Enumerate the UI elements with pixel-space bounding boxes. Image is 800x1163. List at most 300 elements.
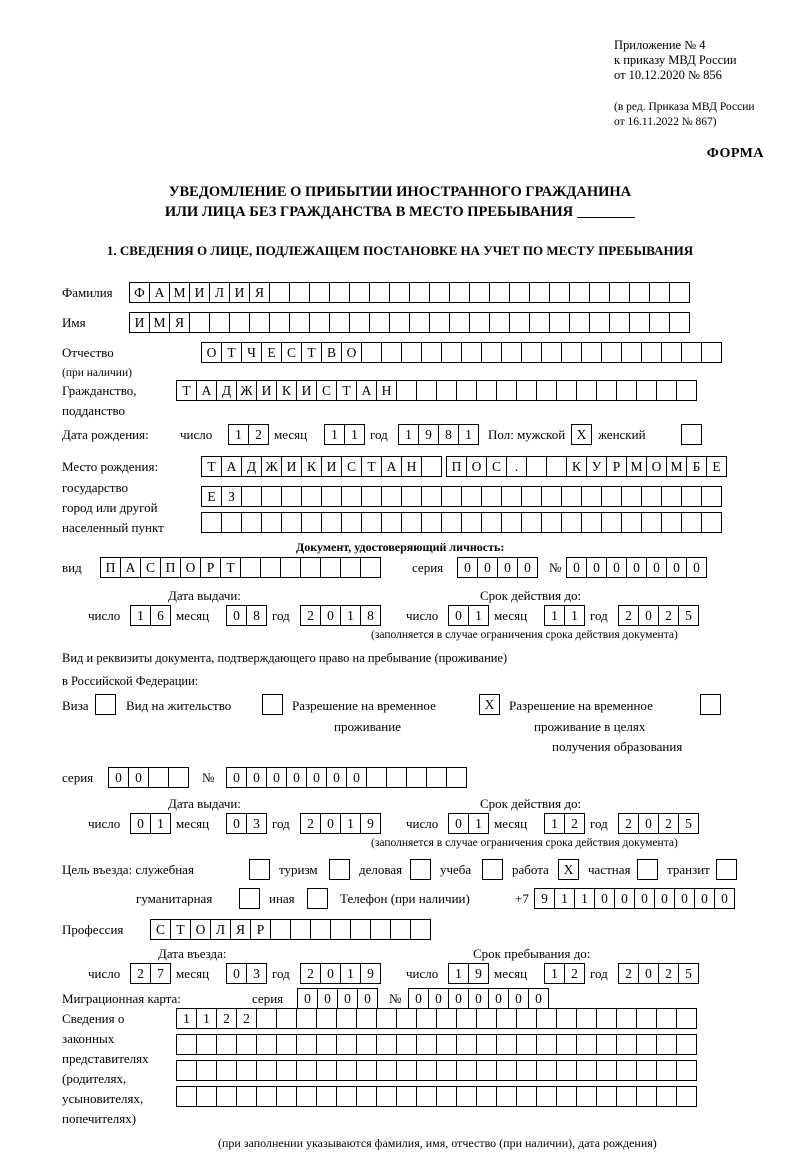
char-cell[interactable]: 0 xyxy=(326,767,347,788)
char-cell[interactable] xyxy=(441,486,462,507)
char-cell[interactable]: 1 xyxy=(544,605,565,626)
char-cell[interactable] xyxy=(449,282,470,303)
field-permit-series[interactable] xyxy=(108,767,188,788)
char-cell[interactable] xyxy=(416,1060,437,1081)
char-cell[interactable] xyxy=(241,486,262,507)
char-cell[interactable] xyxy=(429,312,450,333)
char-cell[interactable]: 0 xyxy=(320,963,341,984)
char-cell[interactable] xyxy=(496,380,517,401)
char-cell[interactable]: З xyxy=(221,486,242,507)
char-cell[interactable]: Е xyxy=(261,342,282,363)
char-cell[interactable] xyxy=(369,312,390,333)
char-cell[interactable] xyxy=(556,380,577,401)
field-migration-series[interactable] xyxy=(297,988,377,1009)
char-cell[interactable] xyxy=(261,512,282,533)
char-cell[interactable] xyxy=(381,342,402,363)
field-doc-type[interactable] xyxy=(100,557,380,578)
char-cell[interactable] xyxy=(376,1060,397,1081)
char-cell[interactable]: М xyxy=(666,456,687,477)
char-cell[interactable] xyxy=(681,486,702,507)
char-cell[interactable]: П xyxy=(100,557,121,578)
char-cell[interactable] xyxy=(176,1034,197,1055)
char-cell[interactable] xyxy=(176,1060,197,1081)
checkbox-purpose-work[interactable] xyxy=(558,859,578,880)
char-cell[interactable] xyxy=(196,1086,217,1107)
char-cell[interactable] xyxy=(516,380,537,401)
char-cell[interactable] xyxy=(469,282,490,303)
char-cell[interactable] xyxy=(270,919,291,940)
char-cell[interactable] xyxy=(576,1086,597,1107)
field-permit-issue-day[interactable] xyxy=(130,813,170,834)
char-cell[interactable]: М xyxy=(149,312,170,333)
char-cell[interactable]: 0 xyxy=(297,988,318,1009)
char-cell[interactable]: В xyxy=(321,342,342,363)
char-cell[interactable] xyxy=(239,888,260,909)
char-cell[interactable]: 0 xyxy=(448,605,469,626)
char-cell[interactable]: Т xyxy=(301,342,322,363)
char-cell[interactable] xyxy=(456,1034,477,1055)
field-citizenship[interactable] xyxy=(176,380,696,401)
char-cell[interactable] xyxy=(589,312,610,333)
char-cell[interactable]: Д xyxy=(216,380,237,401)
char-cell[interactable] xyxy=(636,380,657,401)
char-cell[interactable] xyxy=(516,1008,537,1029)
char-cell[interactable] xyxy=(416,380,437,401)
char-cell[interactable]: 1 xyxy=(468,605,489,626)
field-entry-day[interactable] xyxy=(130,963,170,984)
char-cell[interactable] xyxy=(309,282,330,303)
char-cell[interactable]: 1 xyxy=(544,813,565,834)
char-cell[interactable] xyxy=(469,312,490,333)
char-cell[interactable]: И xyxy=(256,380,277,401)
char-cell[interactable]: 0 xyxy=(497,557,518,578)
char-cell[interactable] xyxy=(516,1060,537,1081)
char-cell[interactable]: 1 xyxy=(324,424,345,445)
char-cell[interactable]: 0 xyxy=(457,557,478,578)
char-cell[interactable]: Т xyxy=(176,380,197,401)
char-cell[interactable] xyxy=(409,282,430,303)
char-cell[interactable] xyxy=(441,342,462,363)
field-entry-month[interactable] xyxy=(226,963,266,984)
char-cell[interactable] xyxy=(529,312,550,333)
char-cell[interactable] xyxy=(356,1060,377,1081)
char-cell[interactable] xyxy=(676,1008,697,1029)
char-cell[interactable] xyxy=(261,486,282,507)
char-cell[interactable]: 1 xyxy=(458,424,479,445)
char-cell[interactable] xyxy=(656,1086,677,1107)
char-cell[interactable] xyxy=(429,282,450,303)
char-cell[interactable] xyxy=(95,694,116,715)
field-permit-valid-day[interactable] xyxy=(448,813,488,834)
char-cell[interactable] xyxy=(436,1086,457,1107)
char-cell[interactable]: С xyxy=(341,456,362,477)
char-cell[interactable] xyxy=(389,312,410,333)
char-cell[interactable] xyxy=(236,1060,257,1081)
char-cell[interactable] xyxy=(416,1086,437,1107)
char-cell[interactable] xyxy=(262,694,283,715)
char-cell[interactable] xyxy=(569,312,590,333)
field-legal-rep-row-3[interactable] xyxy=(176,1060,696,1081)
char-cell[interactable]: 0 xyxy=(594,888,615,909)
char-cell[interactable]: О xyxy=(190,919,211,940)
char-cell[interactable] xyxy=(556,1060,577,1081)
char-cell[interactable] xyxy=(401,486,422,507)
char-cell[interactable]: Ж xyxy=(236,380,257,401)
char-cell[interactable]: П xyxy=(446,456,467,477)
char-cell[interactable]: 1 xyxy=(574,888,595,909)
char-cell[interactable]: Т xyxy=(201,456,222,477)
char-cell[interactable]: 0 xyxy=(226,963,247,984)
char-cell[interactable] xyxy=(561,512,582,533)
char-cell[interactable]: Я xyxy=(249,282,270,303)
char-cell[interactable]: 1 xyxy=(176,1008,197,1029)
char-cell[interactable] xyxy=(616,1034,637,1055)
char-cell[interactable]: 0 xyxy=(517,557,538,578)
char-cell[interactable] xyxy=(481,486,502,507)
char-cell[interactable] xyxy=(556,1086,577,1107)
char-cell[interactable] xyxy=(549,312,570,333)
field-doc-series[interactable] xyxy=(457,557,537,578)
char-cell[interactable]: 0 xyxy=(674,888,695,909)
char-cell[interactable] xyxy=(576,380,597,401)
char-cell[interactable] xyxy=(349,282,370,303)
char-cell[interactable] xyxy=(496,1060,517,1081)
char-cell[interactable]: М xyxy=(626,456,647,477)
char-cell[interactable] xyxy=(216,1086,237,1107)
char-cell[interactable]: 2 xyxy=(300,605,321,626)
char-cell[interactable] xyxy=(476,380,497,401)
char-cell[interactable]: Д xyxy=(241,456,262,477)
char-cell[interactable]: С xyxy=(486,456,507,477)
field-patronymic[interactable] xyxy=(201,342,721,363)
char-cell[interactable] xyxy=(536,1086,557,1107)
char-cell[interactable]: И xyxy=(129,312,150,333)
char-cell[interactable]: 0 xyxy=(320,813,341,834)
char-cell[interactable] xyxy=(501,512,522,533)
char-cell[interactable]: 1 xyxy=(340,605,361,626)
char-cell[interactable]: Е xyxy=(201,486,222,507)
char-cell[interactable]: А xyxy=(221,456,242,477)
char-cell[interactable]: 1 xyxy=(398,424,419,445)
char-cell[interactable] xyxy=(501,342,522,363)
char-cell[interactable] xyxy=(396,1008,417,1029)
char-cell[interactable] xyxy=(576,1008,597,1029)
char-cell[interactable] xyxy=(521,512,542,533)
char-cell[interactable]: С xyxy=(316,380,337,401)
char-cell[interactable] xyxy=(629,312,650,333)
char-cell[interactable] xyxy=(276,1060,297,1081)
field-legal-rep-row-2[interactable] xyxy=(176,1034,696,1055)
char-cell[interactable] xyxy=(410,859,431,880)
char-cell[interactable]: 0 xyxy=(130,813,151,834)
char-cell[interactable] xyxy=(669,282,690,303)
char-cell[interactable] xyxy=(236,1034,257,1055)
field-doc-valid-day[interactable] xyxy=(448,605,488,626)
char-cell[interactable] xyxy=(661,342,682,363)
char-cell[interactable] xyxy=(370,919,391,940)
char-cell[interactable] xyxy=(536,1034,557,1055)
char-cell[interactable]: С xyxy=(281,342,302,363)
char-cell[interactable] xyxy=(216,1034,237,1055)
char-cell[interactable]: 0 xyxy=(686,557,707,578)
field-doc-valid-year[interactable] xyxy=(618,605,698,626)
char-cell[interactable] xyxy=(546,456,567,477)
char-cell[interactable]: И xyxy=(296,380,317,401)
char-cell[interactable]: 0 xyxy=(337,988,358,1009)
char-cell[interactable] xyxy=(676,1086,697,1107)
char-cell[interactable] xyxy=(656,1008,677,1029)
char-cell[interactable]: . xyxy=(506,456,527,477)
char-cell[interactable] xyxy=(416,1008,437,1029)
char-cell[interactable] xyxy=(386,767,407,788)
char-cell[interactable]: И xyxy=(281,456,302,477)
field-permit-valid-year[interactable] xyxy=(618,813,698,834)
char-cell[interactable]: Б xyxy=(686,456,707,477)
char-cell[interactable] xyxy=(336,1008,357,1029)
checkbox-sex-male[interactable] xyxy=(571,424,591,445)
char-cell[interactable] xyxy=(426,767,447,788)
char-cell[interactable] xyxy=(681,342,702,363)
char-cell[interactable]: 1 xyxy=(228,424,249,445)
char-cell[interactable] xyxy=(241,512,262,533)
char-cell[interactable] xyxy=(637,859,658,880)
field-doc-number[interactable] xyxy=(566,557,706,578)
char-cell[interactable] xyxy=(421,512,442,533)
char-cell[interactable]: А xyxy=(381,456,402,477)
char-cell[interactable]: Т xyxy=(336,380,357,401)
checkbox-purpose-humanitarian[interactable] xyxy=(239,888,259,909)
char-cell[interactable] xyxy=(596,1060,617,1081)
char-cell[interactable] xyxy=(581,342,602,363)
field-surname[interactable] xyxy=(129,282,689,303)
char-cell[interactable] xyxy=(601,486,622,507)
field-doc-issue-month[interactable] xyxy=(226,605,266,626)
char-cell[interactable] xyxy=(361,486,382,507)
char-cell[interactable] xyxy=(536,1060,557,1081)
char-cell[interactable]: 0 xyxy=(638,963,659,984)
char-cell[interactable]: К xyxy=(301,456,322,477)
char-cell[interactable] xyxy=(641,512,662,533)
field-profession[interactable] xyxy=(150,919,430,940)
checkbox-purpose-official[interactable] xyxy=(249,859,269,880)
char-cell[interactable]: О xyxy=(201,342,222,363)
char-cell[interactable]: 0 xyxy=(638,605,659,626)
char-cell[interactable]: Х xyxy=(479,694,500,715)
char-cell[interactable] xyxy=(280,557,301,578)
char-cell[interactable] xyxy=(281,512,302,533)
char-cell[interactable] xyxy=(356,1034,377,1055)
char-cell[interactable]: 2 xyxy=(618,605,639,626)
char-cell[interactable]: О xyxy=(341,342,362,363)
char-cell[interactable] xyxy=(656,1060,677,1081)
char-cell[interactable] xyxy=(456,1086,477,1107)
char-cell[interactable] xyxy=(189,312,210,333)
char-cell[interactable] xyxy=(276,1086,297,1107)
char-cell[interactable]: 0 xyxy=(477,557,498,578)
char-cell[interactable] xyxy=(409,312,430,333)
char-cell[interactable] xyxy=(381,512,402,533)
char-cell[interactable]: И xyxy=(229,282,250,303)
char-cell[interactable] xyxy=(281,486,302,507)
char-cell[interactable] xyxy=(221,512,242,533)
char-cell[interactable]: 7 xyxy=(150,963,171,984)
char-cell[interactable] xyxy=(421,486,442,507)
char-cell[interactable]: 0 xyxy=(614,888,635,909)
char-cell[interactable] xyxy=(196,1060,217,1081)
char-cell[interactable] xyxy=(616,1060,637,1081)
char-cell[interactable]: 0 xyxy=(448,988,469,1009)
char-cell[interactable] xyxy=(256,1086,277,1107)
char-cell[interactable] xyxy=(576,1060,597,1081)
char-cell[interactable] xyxy=(196,1034,217,1055)
char-cell[interactable]: Х xyxy=(571,424,592,445)
field-name[interactable] xyxy=(129,312,689,333)
char-cell[interactable] xyxy=(701,486,722,507)
char-cell[interactable]: О xyxy=(466,456,487,477)
char-cell[interactable] xyxy=(496,1086,517,1107)
char-cell[interactable] xyxy=(596,1086,617,1107)
char-cell[interactable]: 2 xyxy=(236,1008,257,1029)
char-cell[interactable] xyxy=(296,1008,317,1029)
char-cell[interactable] xyxy=(676,1034,697,1055)
char-cell[interactable] xyxy=(516,1086,537,1107)
char-cell[interactable]: 2 xyxy=(216,1008,237,1029)
char-cell[interactable] xyxy=(406,767,427,788)
char-cell[interactable]: Н xyxy=(376,380,397,401)
char-cell[interactable] xyxy=(341,512,362,533)
char-cell[interactable] xyxy=(229,312,250,333)
char-cell[interactable] xyxy=(629,282,650,303)
char-cell[interactable] xyxy=(596,1008,617,1029)
char-cell[interactable]: 0 xyxy=(108,767,129,788)
field-legal-rep-row-4[interactable] xyxy=(176,1086,696,1107)
char-cell[interactable] xyxy=(316,1060,337,1081)
char-cell[interactable] xyxy=(389,282,410,303)
field-phone[interactable] xyxy=(534,888,734,909)
char-cell[interactable] xyxy=(148,767,169,788)
char-cell[interactable] xyxy=(289,282,310,303)
char-cell[interactable]: Л xyxy=(210,919,231,940)
char-cell[interactable] xyxy=(456,380,477,401)
field-doc-issue-day[interactable] xyxy=(130,605,170,626)
char-cell[interactable] xyxy=(390,919,411,940)
char-cell[interactable] xyxy=(541,512,562,533)
char-cell[interactable]: 1 xyxy=(564,605,585,626)
char-cell[interactable] xyxy=(256,1008,277,1029)
field-stay-year[interactable] xyxy=(618,963,698,984)
char-cell[interactable] xyxy=(256,1034,277,1055)
char-cell[interactable] xyxy=(307,888,328,909)
char-cell[interactable] xyxy=(376,1008,397,1029)
char-cell[interactable] xyxy=(396,1034,417,1055)
char-cell[interactable] xyxy=(676,380,697,401)
char-cell[interactable] xyxy=(581,486,602,507)
char-cell[interactable]: Р xyxy=(606,456,627,477)
char-cell[interactable] xyxy=(421,342,442,363)
checkbox-residence-permit[interactable] xyxy=(262,694,282,715)
char-cell[interactable]: Е xyxy=(706,456,727,477)
char-cell[interactable] xyxy=(290,919,311,940)
char-cell[interactable] xyxy=(361,342,382,363)
char-cell[interactable] xyxy=(336,1086,357,1107)
char-cell[interactable]: 5 xyxy=(678,813,699,834)
char-cell[interactable]: И xyxy=(189,282,210,303)
char-cell[interactable]: 0 xyxy=(346,767,367,788)
char-cell[interactable] xyxy=(366,767,387,788)
char-cell[interactable] xyxy=(330,919,351,940)
char-cell[interactable] xyxy=(616,380,637,401)
char-cell[interactable] xyxy=(661,512,682,533)
field-birth-month[interactable] xyxy=(324,424,364,445)
char-cell[interactable]: Р xyxy=(200,557,221,578)
checkbox-temp-residence[interactable] xyxy=(479,694,499,715)
field-birthplace-row-3[interactable] xyxy=(201,512,721,533)
char-cell[interactable] xyxy=(581,512,602,533)
char-cell[interactable] xyxy=(381,486,402,507)
char-cell[interactable] xyxy=(649,312,670,333)
char-cell[interactable]: 8 xyxy=(360,605,381,626)
char-cell[interactable] xyxy=(296,1060,317,1081)
char-cell[interactable] xyxy=(249,312,270,333)
char-cell[interactable]: 0 xyxy=(508,988,529,1009)
char-cell[interactable]: Х xyxy=(558,859,579,880)
char-cell[interactable]: 1 xyxy=(150,813,171,834)
checkbox-purpose-tourism[interactable] xyxy=(329,859,349,880)
char-cell[interactable]: 1 xyxy=(544,963,565,984)
char-cell[interactable] xyxy=(260,557,281,578)
char-cell[interactable]: 2 xyxy=(300,963,321,984)
char-cell[interactable] xyxy=(701,512,722,533)
char-cell[interactable]: 8 xyxy=(438,424,459,445)
field-migration-number[interactable] xyxy=(408,988,548,1009)
char-cell[interactable] xyxy=(356,1008,377,1029)
char-cell[interactable]: 1 xyxy=(468,813,489,834)
char-cell[interactable] xyxy=(216,1060,237,1081)
checkbox-visa[interactable] xyxy=(95,694,115,715)
char-cell[interactable] xyxy=(461,342,482,363)
char-cell[interactable] xyxy=(489,312,510,333)
char-cell[interactable]: 0 xyxy=(317,988,338,1009)
char-cell[interactable] xyxy=(569,282,590,303)
char-cell[interactable] xyxy=(616,1008,637,1029)
char-cell[interactable]: 0 xyxy=(586,557,607,578)
field-permit-issue-month[interactable] xyxy=(226,813,266,834)
char-cell[interactable] xyxy=(496,1008,517,1029)
char-cell[interactable] xyxy=(636,1008,657,1029)
char-cell[interactable]: 1 xyxy=(196,1008,217,1029)
char-cell[interactable] xyxy=(456,1060,477,1081)
char-cell[interactable] xyxy=(356,1086,377,1107)
char-cell[interactable]: 0 xyxy=(528,988,549,1009)
char-cell[interactable] xyxy=(481,512,502,533)
field-birth-year[interactable] xyxy=(398,424,478,445)
checkbox-purpose-private[interactable] xyxy=(637,859,657,880)
char-cell[interactable] xyxy=(446,767,467,788)
field-birth-day[interactable] xyxy=(228,424,268,445)
char-cell[interactable] xyxy=(576,1034,597,1055)
char-cell[interactable]: 0 xyxy=(408,988,429,1009)
char-cell[interactable] xyxy=(496,1034,517,1055)
char-cell[interactable]: 3 xyxy=(246,813,267,834)
char-cell[interactable] xyxy=(240,557,261,578)
char-cell[interactable] xyxy=(361,512,382,533)
char-cell[interactable] xyxy=(489,282,510,303)
char-cell[interactable] xyxy=(436,1034,457,1055)
char-cell[interactable] xyxy=(321,486,342,507)
char-cell[interactable]: А xyxy=(149,282,170,303)
char-cell[interactable] xyxy=(329,859,350,880)
char-cell[interactable] xyxy=(536,380,557,401)
